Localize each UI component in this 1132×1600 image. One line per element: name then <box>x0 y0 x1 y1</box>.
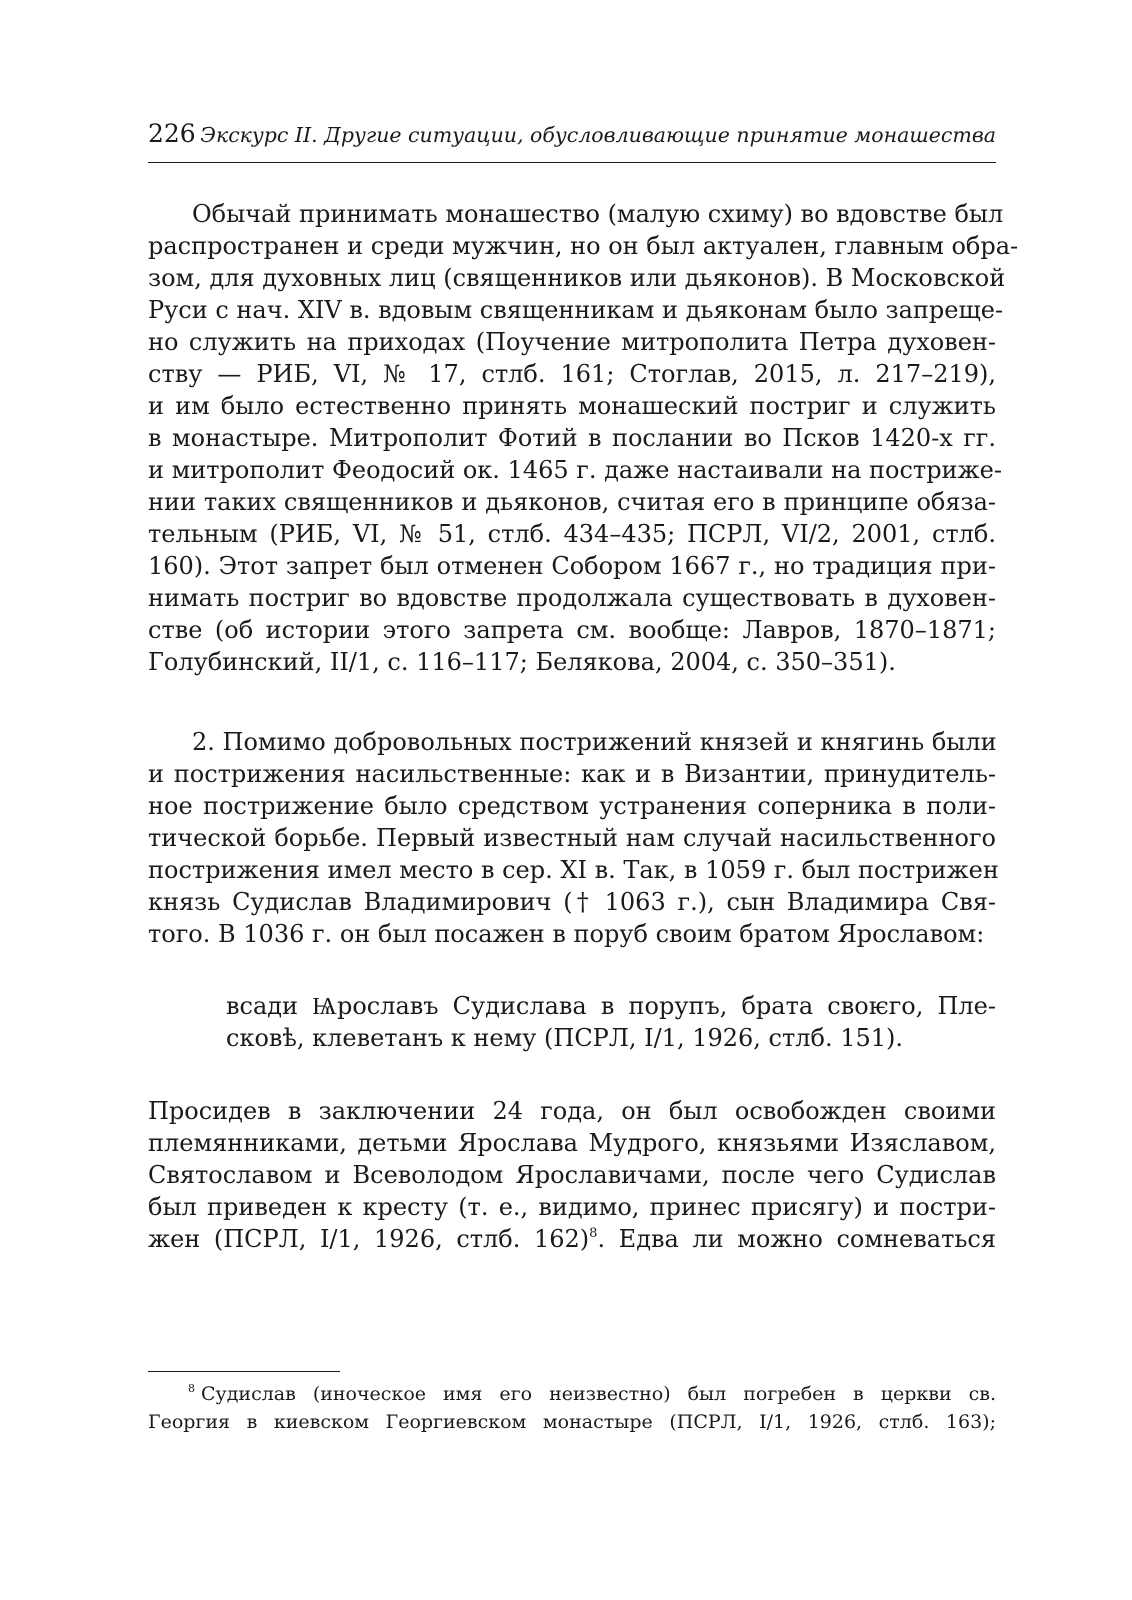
text-line: нии таких священников и дьяконов, считая его в принципе обяза- <box>148 488 996 516</box>
footnote-rule <box>148 1371 340 1372</box>
text-line: стве (об истории этого запрета см. вообще: Лавров, 1870–1871; <box>148 616 996 644</box>
text-line: пострижения имел место в сер. XI в. Так, в 1059 г. был пострижен <box>148 856 999 884</box>
text-line: тельным (РИБ, VI, № 51, стлб. 434–435; ПСРЛ, VI/2, 2001, стлб. <box>148 520 997 548</box>
text-line: Голубинский, II/1, с. 116–117; Белякова, 2004, с. 350–351). <box>148 648 896 676</box>
text-line: нимать постриг во вдовстве продолжала существовать в духовен- <box>148 584 996 612</box>
text-line: ству — РИБ, VI, № 17, стлб. 161; Стоглав, 2015, л. 217–219), <box>148 360 996 388</box>
footnote-mark: 8 <box>188 1382 195 1395</box>
text-line: Просидев в заключении 24 года, он был освобожден своими <box>148 1097 996 1125</box>
text-line: был приведен к кресту (т. е., видимо, принес присягу) и постри- <box>148 1193 996 1221</box>
text-line: ное пострижение было средством устранения соперника в поли- <box>148 792 996 820</box>
text-line: и митрополит Феодосий ок. 1465 г. даже настаивали на пострижe- <box>148 456 1002 484</box>
footnote-line: Георгия в киевском Георгиевском монастыре (ПСРЛ, I/1, 1926, стлб. 163); <box>148 1411 996 1433</box>
text-line: и пострижения насильственные: как и в Византии, принудитель- <box>148 760 996 788</box>
text-line: тической борьбе. Первый известный нам случай насильственного <box>148 824 996 852</box>
text-line: но служить на приходах (Поучение митрополита Петра духовен- <box>148 328 996 356</box>
header-rule <box>148 162 996 163</box>
footnote-ref[interactable]: 8 <box>589 1226 598 1241</box>
text-line: 2. Помимо добровольных пострижений князей и княгинь были <box>192 728 997 756</box>
quote-line: сковѣ, клеветанъ к нему (ПСРЛ, I/1, 1926, стлб. 151). <box>226 1024 904 1052</box>
text-line: в монастыре. Митрополит Фотий в послании во Псков 1420-х гг. <box>148 424 996 452</box>
text-fragment: жен (ПСРЛ, I/1, 1926, стлб. 162) <box>148 1225 590 1253</box>
text-fragment: . Едва ли можно сомневаться <box>597 1225 996 1253</box>
text-line: князь Судислав Владимирович († 1063 г.), сын Владимира Свя- <box>148 888 996 916</box>
text-line: Святославом и Всеволодом Ярославичами, после чего Судислав <box>148 1161 996 1189</box>
quote-line: всади Ѩрославъ Судислава в порупъ, брата своѥго, Пле- <box>226 992 996 1020</box>
text-line: 160). Этот запрет был отменен Собором 1667 г., но традиция при- <box>148 552 996 580</box>
running-title: Экскурс II. Другие ситуации, обусловливающие принятие монашества <box>200 123 996 147</box>
text-line: и им было естественно принять монашеский постриг и служить <box>148 392 996 420</box>
running-head <box>148 118 996 152</box>
text-line: Руси с нач. XIV в. вдовым священникам и дьяконам было запреще- <box>148 296 1004 324</box>
footnote-line <box>188 1380 996 1408</box>
footnote-text: Судислав (иноческое имя его неизвестно) был погребен в церкви св. <box>201 1383 996 1405</box>
text-line: зом, для духовных лиц (священников или дьяконов). В Московской <box>148 264 1006 292</box>
page-number: 226 <box>148 119 196 148</box>
text-line: племянниками, детьми Ярослава Мудрого, князьями Изяславом, <box>148 1129 996 1157</box>
text-line: Обычай принимать монашество (малую схиму) во вдовстве был <box>192 200 1004 228</box>
text-line: того. В 1036 г. он был посажен в поруб своим братом Ярославом: <box>148 920 985 948</box>
text-line-with-note-ref <box>148 1223 996 1255</box>
text-line: распространен и среди мужчин, но он был актуален, главным обра- <box>148 232 1019 260</box>
